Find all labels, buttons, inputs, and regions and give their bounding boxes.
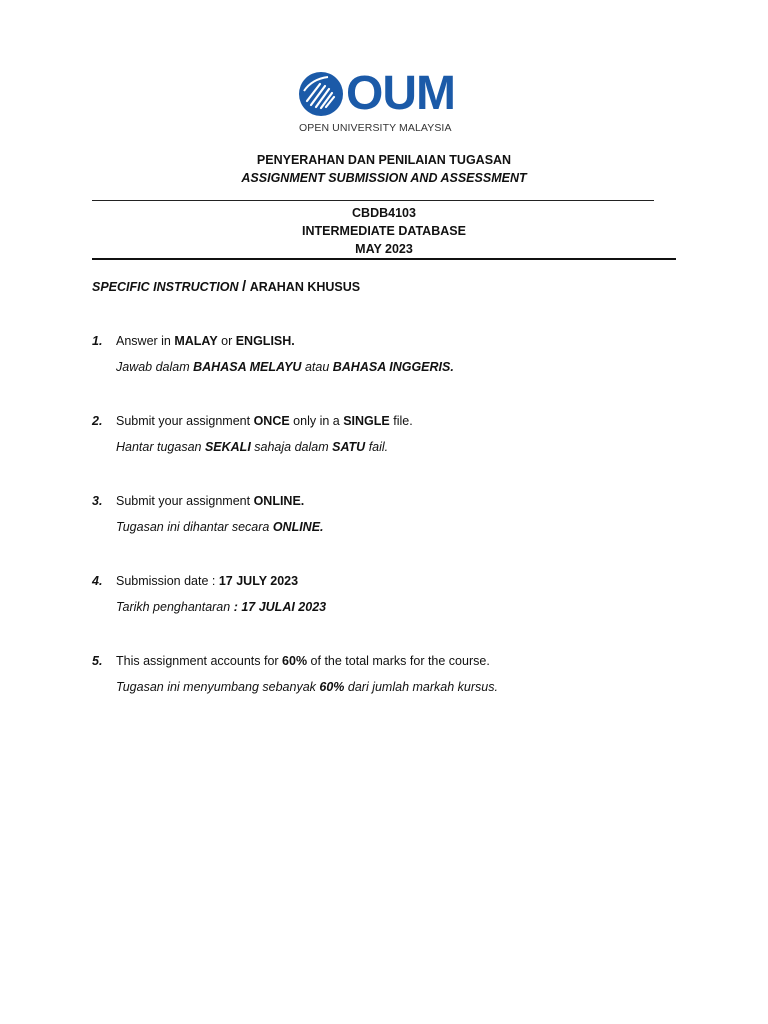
- item-text-en: [116, 572, 298, 590]
- instruction-heading-ms: ARAHAN KHUSUS: [249, 280, 361, 294]
- text-segment: Tarikh penghantaran: [116, 600, 234, 614]
- text-segment: This assignment accounts for: [116, 654, 283, 668]
- text-segment: Hantar tugasan: [116, 440, 205, 454]
- session: MAY 2023: [355, 242, 413, 256]
- text-segment-bold: 60%: [319, 680, 345, 694]
- course-code: CBDB4103: [352, 206, 416, 220]
- text-segment-bold: BAHASA INGGERIS.: [332, 360, 454, 374]
- instruction-heading-en: SPECIFIC INSTRUCTION: [92, 280, 239, 294]
- text-segment: sahaja dalam: [250, 440, 333, 454]
- text-segment: Answer in: [116, 334, 175, 348]
- text-segment: fail.: [365, 440, 389, 454]
- item-number: 3.: [92, 494, 103, 508]
- divider-thick: [92, 258, 676, 260]
- item-text-en: [116, 332, 295, 350]
- text-segment-bold: 17 JULY 2023: [218, 574, 299, 588]
- item-text-ms: [116, 518, 324, 536]
- heading-separator: /: [242, 278, 247, 295]
- text-segment: file.: [389, 414, 413, 428]
- item-number: 5.: [92, 654, 103, 668]
- text-segment: or: [217, 334, 236, 348]
- text-segment: Tugasan ini dihantar secara: [116, 520, 273, 534]
- text-segment-bold: SEKALI: [204, 440, 251, 454]
- text-segment-bold: : 17 JULAI 2023: [233, 600, 327, 614]
- course-name: INTERMEDIATE DATABASE: [302, 224, 466, 238]
- title-malay: PENYERAHAN DAN PENILAIAN TUGASAN: [256, 153, 512, 167]
- item-text-ms: [116, 598, 326, 616]
- oum-logo: [298, 67, 474, 134]
- item-number: 4.: [92, 574, 103, 588]
- title-english: ASSIGNMENT SUBMISSION AND ASSESSMENT: [241, 171, 527, 185]
- text-segment-bold: ENGLISH.: [235, 334, 295, 348]
- oum-globe-icon: [298, 71, 344, 117]
- item-text-en: [116, 412, 413, 430]
- text-segment-bold: SINGLE: [343, 414, 390, 428]
- text-segment-bold: 60%: [282, 654, 308, 668]
- item-number: 2.: [92, 414, 103, 428]
- text-segment: dari jumlah markah kursus.: [344, 680, 498, 694]
- text-segment: atau: [301, 360, 333, 374]
- text-segment-bold: MALAY: [174, 334, 218, 348]
- text-segment: only in a: [289, 414, 344, 428]
- text-segment: Jawab dalam: [116, 360, 194, 374]
- text-segment-bold: ONLINE.: [253, 494, 305, 508]
- text-segment-bold: SATU: [332, 440, 366, 454]
- text-segment-bold: BAHASA MELAYU: [193, 360, 302, 374]
- text-segment: Submission date :: [116, 574, 219, 588]
- instruction-heading: [92, 278, 360, 296]
- item-text-ms: [116, 358, 454, 376]
- text-segment: of the total marks for the course.: [307, 654, 490, 668]
- logo-subtitle: OPEN UNIVERSITY MALAYSIA: [299, 122, 452, 134]
- text-segment-bold: ONLINE.: [272, 520, 324, 534]
- logo-letters: OUM: [346, 67, 455, 120]
- divider-thin: [92, 200, 654, 201]
- text-segment-bold: ONCE: [253, 414, 290, 428]
- item-text-ms: [116, 438, 388, 456]
- item-text-en: [116, 492, 304, 510]
- text-segment: Submit your assignment: [116, 414, 254, 428]
- item-number: 1.: [92, 334, 103, 348]
- item-text-en: [116, 652, 490, 670]
- item-text-ms: [116, 678, 498, 696]
- text-segment: Tugasan ini menyumbang sebanyak: [116, 680, 320, 694]
- text-segment: Submit your assignment: [116, 494, 254, 508]
